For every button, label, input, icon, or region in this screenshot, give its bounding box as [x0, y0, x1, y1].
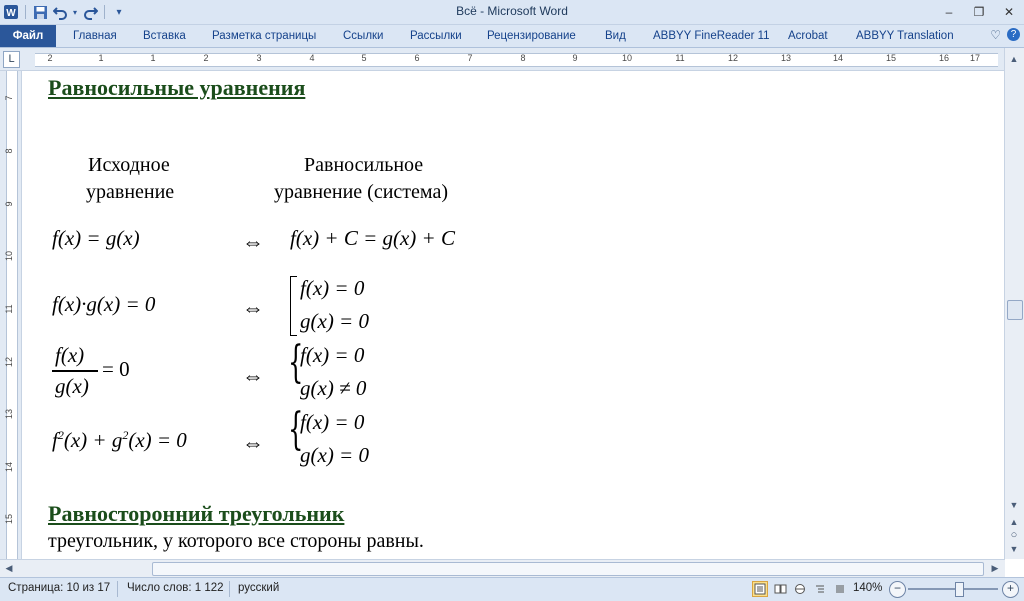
ruler-number: 7	[467, 53, 473, 63]
vertical-ruler-number: 10	[4, 251, 14, 262]
draft-view-icon[interactable]	[832, 581, 848, 597]
tab-insert[interactable]: Вставка	[143, 30, 186, 42]
ruler-number: 1	[98, 53, 104, 63]
equation-4-end: (x) = 0	[128, 428, 187, 452]
tab-review[interactable]: Рецензирование	[487, 30, 576, 42]
vertical-ruler-number: 9	[4, 201, 14, 207]
tab-mailings[interactable]: Рассылки	[410, 30, 462, 42]
zoom-slider[interactable]	[908, 588, 998, 590]
tab-abbyy-finereader[interactable]: ABBYY FineReader 11	[653, 30, 770, 42]
equation-2-original: f(x)·g(x) = 0	[52, 292, 156, 316]
ruler-number: 13	[780, 53, 792, 63]
tab-references[interactable]: Ссылки	[343, 30, 384, 42]
ruler-number: 2	[47, 53, 53, 63]
print-layout-view-icon[interactable]	[752, 581, 768, 597]
full-screen-reading-view-icon[interactable]	[772, 581, 788, 597]
scroll-right-icon[interactable]: ▶	[991, 563, 999, 573]
column-header-equivalent-line2: уравнение (система)	[274, 181, 448, 203]
ruler-number: 6	[414, 53, 420, 63]
equation-1-original: f(x) = g(x)	[52, 226, 140, 250]
close-button[interactable]: ✕	[1003, 5, 1015, 19]
equation-4-exponent: 2	[122, 428, 129, 442]
system-brace: {	[288, 337, 304, 388]
equation-4-middle: (x) + g	[63, 428, 123, 452]
ribbon-tabs	[0, 25, 1024, 48]
browse-object-icon[interactable]: ○	[1010, 529, 1018, 541]
equation-1-equivalent: f(x) + C = g(x) + C	[290, 226, 455, 250]
status-separator	[117, 581, 118, 597]
heading-equilateral-triangle: Равносторонний треугольник	[48, 501, 345, 526]
horizontal-ruler	[0, 48, 1024, 71]
column-header-original-line1: Исходное	[88, 154, 170, 176]
scroll-left-icon[interactable]: ◀	[5, 563, 13, 573]
tab-abbyy-translation[interactable]: ABBYY Translation	[856, 30, 954, 42]
zoom-out-button[interactable]: −	[889, 581, 906, 598]
outline-view-icon[interactable]	[812, 581, 828, 597]
view-buttons	[752, 581, 848, 597]
equivalence-arrow: ⇔	[242, 229, 264, 254]
ruler-number: 12	[727, 53, 739, 63]
window-title: Всё - Microsoft Word	[456, 4, 568, 18]
svg-text:W: W	[6, 8, 16, 19]
minimize-button[interactable]: –	[945, 5, 953, 19]
language-indicator[interactable]: русский	[238, 582, 280, 594]
minimize-ribbon-icon[interactable]: ♡	[990, 28, 1001, 42]
help-icon[interactable]: ?	[1007, 28, 1020, 41]
equation-2-equivalent-line1: f(x) = 0	[300, 276, 365, 300]
equation-4-f: f	[52, 428, 58, 452]
previous-page-icon[interactable]: ▲	[1009, 517, 1019, 527]
ruler-number: 5	[361, 53, 367, 63]
restore-button[interactable]: ❐	[973, 5, 985, 19]
equation-4-original	[52, 428, 187, 453]
zoom-in-button[interactable]: +	[1002, 581, 1019, 598]
ribbon-right-icons	[990, 28, 1020, 42]
horizontal-scrollbar[interactable]	[0, 559, 1005, 577]
ruler-number: 17	[969, 53, 981, 63]
vertical-ruler-number: 13	[4, 409, 14, 420]
scroll-up-icon[interactable]: ▲	[1009, 54, 1019, 64]
definition-text: треугольник, у которого все стороны равны.	[48, 530, 424, 552]
heading-equivalent-equations: Равносильные уравнения	[48, 75, 306, 100]
equation-3-denominator: g(x)	[55, 374, 89, 398]
equivalence-arrow: ⇔	[242, 430, 264, 455]
column-header-original-line2: уравнение	[86, 181, 175, 203]
vertical-ruler-number: 7	[4, 95, 14, 101]
vertical-ruler-number: 8	[4, 148, 14, 154]
tab-file[interactable]: Файл	[0, 25, 56, 47]
vertical-ruler-number: 15	[4, 514, 14, 525]
zoom-level[interactable]: 140%	[853, 582, 883, 594]
ruler-number: 14	[832, 53, 844, 63]
equation-4-equivalent-line1: f(x) = 0	[300, 410, 365, 434]
equation-3-numerator: f(x)	[55, 343, 85, 367]
web-layout-view-icon[interactable]	[792, 581, 808, 597]
zoom-slider-thumb[interactable]	[955, 582, 964, 597]
document-page[interactable]	[22, 71, 1005, 559]
vertical-ruler-number: 11	[4, 304, 14, 314]
page-counter[interactable]: Страница: 10 из 17	[8, 582, 111, 594]
equation-2-equivalent-line2: g(x) = 0	[300, 309, 369, 333]
ruler-scale[interactable]	[35, 53, 998, 67]
equation-3-equals-zero: = 0	[102, 357, 130, 381]
equivalence-arrow: ⇔	[242, 295, 264, 320]
system-brace: {	[288, 404, 304, 455]
aggregate-bracket	[290, 276, 297, 336]
fraction-line	[52, 370, 98, 372]
equation-3-equivalent-line1: f(x) = 0	[300, 343, 365, 367]
status-separator	[229, 581, 230, 597]
vertical-scroll-thumb[interactable]	[1007, 300, 1023, 320]
vertical-scrollbar[interactable]	[1004, 48, 1024, 559]
ruler-number: 4	[309, 53, 315, 63]
tab-page-layout[interactable]: Разметка страницы	[212, 30, 317, 42]
undo-dropdown-icon[interactable]: ▾	[72, 7, 77, 17]
word-count[interactable]: Число слов: 1 122	[127, 582, 224, 594]
equation-4-exponent: 2	[57, 428, 64, 442]
horizontal-scroll-thumb[interactable]	[152, 562, 984, 576]
ruler-number: 16	[938, 53, 950, 63]
tab-acrobat[interactable]: Acrobat	[788, 30, 828, 42]
column-header-equivalent-line1: Равносильное	[304, 154, 424, 176]
tab-view[interactable]: Вид	[605, 30, 626, 42]
window-controls	[934, 0, 1024, 24]
tab-stop-selector[interactable]: L	[3, 51, 20, 68]
title-bar	[0, 0, 1024, 25]
vertical-ruler-number: 12	[4, 357, 14, 368]
ruler-number: 10	[621, 53, 633, 63]
ruler-number: 9	[572, 53, 578, 63]
ruler-number: 11	[675, 53, 685, 63]
next-page-icon[interactable]: ▼	[1009, 544, 1019, 554]
vertical-ruler	[0, 71, 22, 559]
status-bar	[0, 577, 1024, 601]
vertical-ruler-number: 14	[4, 462, 14, 473]
equation-4-equivalent-line2: g(x) = 0	[300, 443, 369, 467]
ruler-number: 2	[203, 53, 209, 63]
equation-3-equivalent-line2: g(x) ≠ 0	[300, 376, 367, 400]
customize-qat-icon[interactable]: ▾	[116, 6, 122, 18]
scroll-down-icon[interactable]: ▼	[1009, 500, 1019, 510]
equivalence-arrow: ⇔	[242, 363, 264, 388]
ruler-number: 1	[150, 53, 156, 63]
ruler-number: 3	[256, 53, 262, 63]
tab-home[interactable]: Главная	[73, 30, 117, 42]
ruler-number: 8	[520, 53, 526, 63]
ruler-number: 15	[885, 53, 897, 63]
